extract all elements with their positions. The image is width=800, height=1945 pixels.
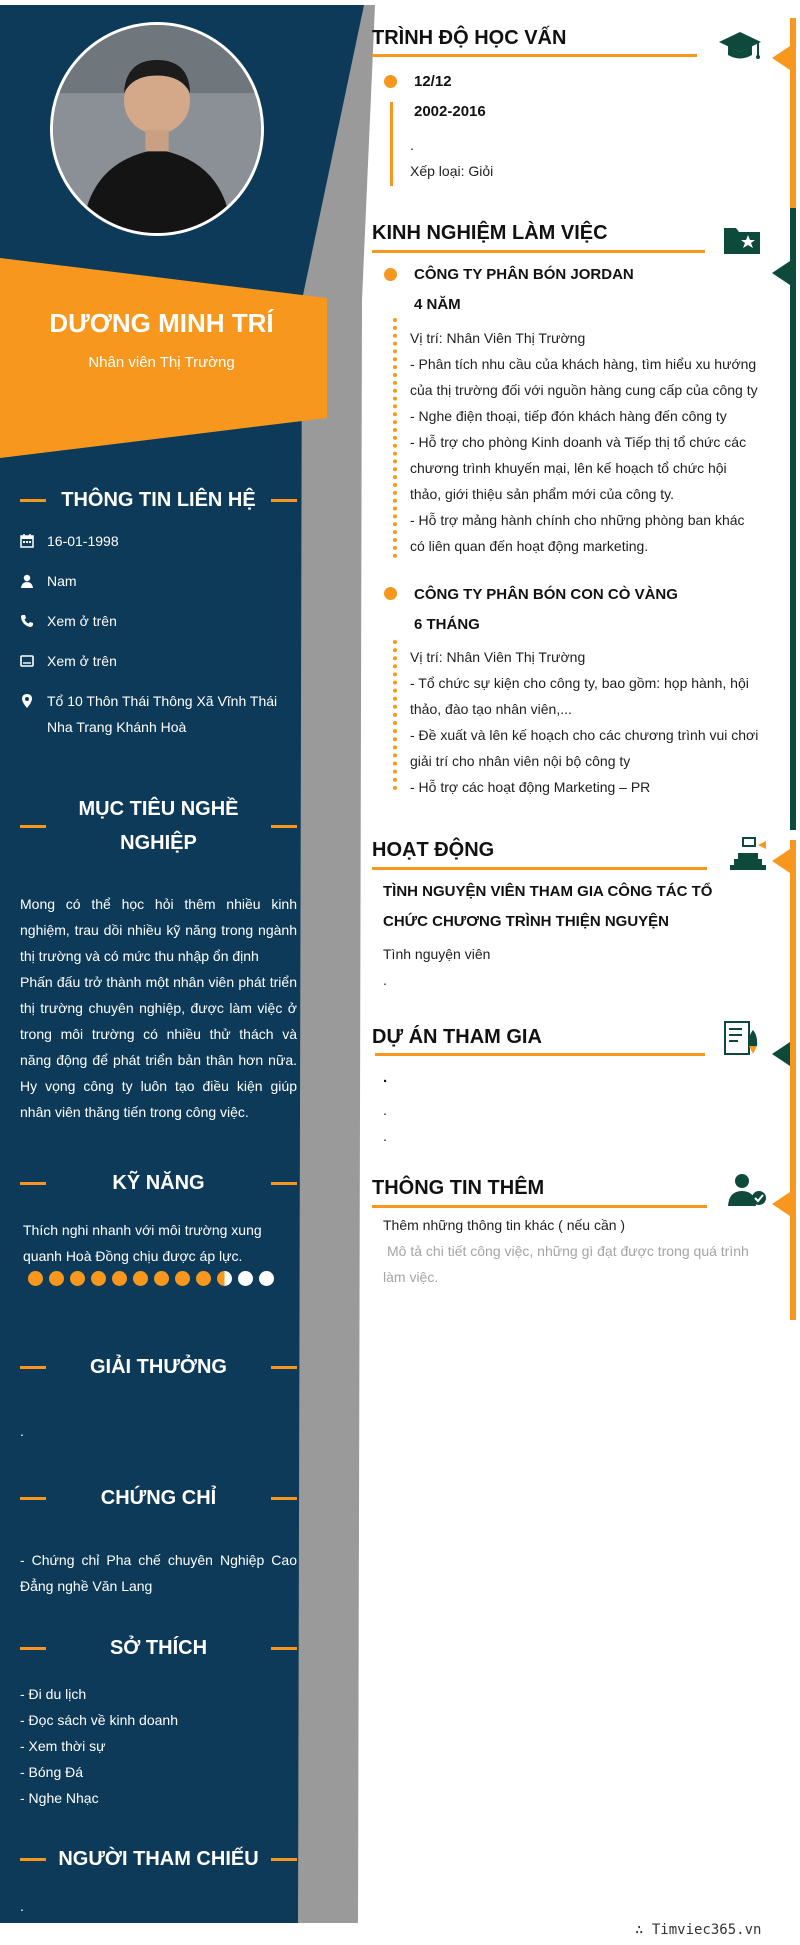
skill-dot	[196, 1271, 211, 1286]
timeline-marker-projects	[772, 1042, 790, 1066]
activity-details: Tình nguyện viên .	[383, 946, 491, 988]
footer-brand: ∴ Timviec365.vn	[635, 1922, 762, 1938]
skill-rating	[28, 1271, 274, 1286]
education-bullet	[384, 75, 397, 88]
education-period: 2002-2016	[414, 103, 486, 120]
activities-underline	[372, 867, 707, 870]
briefcase-star-icon	[722, 222, 762, 261]
awards-text: .	[20, 1423, 24, 1439]
additional-underline	[372, 1205, 707, 1208]
references-heading: NGƯỜI THAM CHIẾU	[20, 1842, 297, 1876]
skill-dot	[175, 1271, 190, 1286]
timeline-marker-additional	[772, 1192, 790, 1216]
additional-placeholder[interactable]: Mô tả chi tiết công việc, những gì đạt được trong quá trình làm việc.	[383, 1243, 749, 1285]
profile-photo	[50, 22, 264, 236]
references-text: .	[20, 1898, 24, 1914]
hobby-item: - Nghe Nhạc	[20, 1790, 99, 1806]
graduation-cap-icon	[718, 30, 762, 69]
contact-email: Xem ở trên	[20, 648, 303, 674]
additional-heading: THÔNG TIN THÊM	[372, 1177, 545, 1199]
project-details: . .	[383, 1102, 387, 1144]
contact-phone: Xem ở trên	[20, 608, 303, 634]
skills-heading: KỸ NĂNG	[20, 1166, 297, 1200]
objective-text: Mong có thể học hỏi thêm nhiều kinh nghiệm, trau dồi nhiều kỹ năng trong ngành thị trường và có mức thu nhập ổn định Phấn đấu trở thành một nhân viên phát triển thị trường chuyên nghiệp, được làm việc ở trong môi trường có nhiều thử thách và năng động để phát triển bản thân hơn nữa. Hy vọng công ty luôn tạo điều kiện giúp nhân viên thăng tiến trong công việc.	[20, 896, 297, 1120]
certificates-heading: CHỨNG CHỈ	[20, 1481, 297, 1515]
experience-duration-2: 6 THÁNG	[414, 616, 480, 633]
additional-text: Thêm những thông tin khác ( nếu cần )	[383, 1217, 626, 1233]
skill-dot	[91, 1271, 106, 1286]
experience-duration-1: 4 NĂM	[414, 296, 461, 313]
contact-address: Tổ 10 Thôn Thái Thông Xã Vĩnh Thái Nha Trang Khánh Hoà	[20, 688, 303, 740]
skill-dot	[154, 1271, 169, 1286]
experience-company-2: CÔNG TY PHÂN BÓN CON CÒ VÀNG	[414, 586, 678, 603]
experience-timeline-2	[393, 640, 397, 790]
user-check-icon	[726, 1172, 768, 1213]
user-icon	[20, 568, 47, 594]
experience-heading: KINH NGHIỆM LÀM VIỆC	[372, 222, 608, 244]
contact-gender: Nam	[20, 568, 303, 594]
skill-dot	[217, 1271, 232, 1286]
skill-dot	[238, 1271, 253, 1286]
education-heading: TRÌNH ĐỘ HỌC VẤN	[372, 27, 567, 49]
objective-heading: MỤC TIÊU NGHỀ NGHIỆP	[20, 792, 297, 860]
experience-bullet-2	[384, 587, 397, 600]
experience-details-2: Vị trí: Nhân Viên Thị Trường - Tổ chức sự kiện cho công ty, bao gồm: họp hành, hội thảo, đào tạo nhân viên,... - Đề xuất và lên kế hoạch cho các chương trình vui chơi giải trí cho nhân viên nội bộ công ty - Hỗ trợ các hoạt động Marketing – PR	[410, 649, 759, 795]
skills-text: Thích nghi nhanh với môi trường xung quanh Hoà Đồng chịu được áp lực.	[23, 1222, 262, 1264]
activities-heading: HOẠT ĐỘNG	[372, 839, 495, 861]
skill-dot	[49, 1271, 64, 1286]
timeline-marker-education	[772, 46, 790, 70]
skill-dot	[133, 1271, 148, 1286]
experience-underline	[372, 250, 705, 253]
hobby-item: - Đọc sách về kinh doanh	[20, 1712, 178, 1728]
experience-details-1: Vị trí: Nhân Viên Thị Trường - Phân tích nhu cầu của khách hàng, tìm hiểu xu hướng của thị trường đối với nguồn hàng cung cấp của công ty - Nghe điện thoại, tiếp đón khách hàng đến công ty - Hỗ trợ cho phòng Kinh doanh và Tiếp thị tổ chức các chương trình khuyến mại, lên kế hoạch tổ chức hội thảo, giới thiệu sản phẩm mới của công ty. - Hỗ trợ mảng hành chính cho những phòng ban khác có liên quan đến hoạt động marketing.	[410, 330, 758, 554]
projects-underline	[375, 1053, 705, 1056]
hobbies-list	[20, 1681, 297, 1811]
phone-icon	[20, 608, 47, 634]
hobbies-heading: SỞ THÍCH	[20, 1631, 297, 1665]
education-underline	[372, 54, 697, 57]
experience-bullet-1	[384, 268, 397, 281]
candidate-name: DƯƠNG MINH TRÍ	[49, 308, 274, 338]
email-icon	[20, 648, 47, 674]
projects-heading: DỰ ÁN THAM GIA	[372, 1026, 542, 1048]
calendar-icon	[20, 528, 47, 554]
project-rocket-icon	[722, 1018, 762, 1063]
hobby-item: - Đi du lịch	[20, 1686, 87, 1702]
hobby-item: - Bóng Đá	[20, 1764, 84, 1780]
education-details: . Xếp loại: Giỏi	[410, 137, 494, 179]
project-title: .	[383, 1069, 388, 1086]
skill-dot	[70, 1271, 85, 1286]
education-name: 12/12	[414, 73, 452, 90]
podium-icon	[728, 835, 768, 876]
contact-heading: THÔNG TIN LIÊN HỆ	[20, 483, 297, 517]
candidate-title: Nhân viên Thị Trường	[88, 354, 235, 371]
location-pin-icon	[20, 688, 47, 740]
activity-title: TÌNH NGUYỆN VIÊN THAM GIA CÔNG TÁC TỔ CHỨC CHƯƠNG TRÌNH THIỆN NGUYỆN	[383, 883, 713, 930]
timeline-marker-activities	[772, 849, 790, 873]
awards-heading: GIẢI THƯỞNG	[20, 1350, 297, 1384]
skill-dot	[28, 1271, 43, 1286]
certificates-text: - Chứng chỉ Pha chế chuyên Nghiệp Cao Đẳng nghề Văn Lang	[20, 1552, 297, 1594]
skill-dot	[112, 1271, 127, 1286]
education-timeline	[390, 102, 393, 186]
experience-timeline-1	[393, 318, 397, 558]
skill-dot	[259, 1271, 274, 1286]
contact-birthday: 16-01-1998	[20, 528, 303, 554]
hobby-item: - Xem thời sự	[20, 1738, 106, 1754]
timeline-marker-experience	[772, 261, 790, 285]
experience-company-1: CÔNG TY PHÂN BÓN JORDAN	[414, 266, 634, 283]
